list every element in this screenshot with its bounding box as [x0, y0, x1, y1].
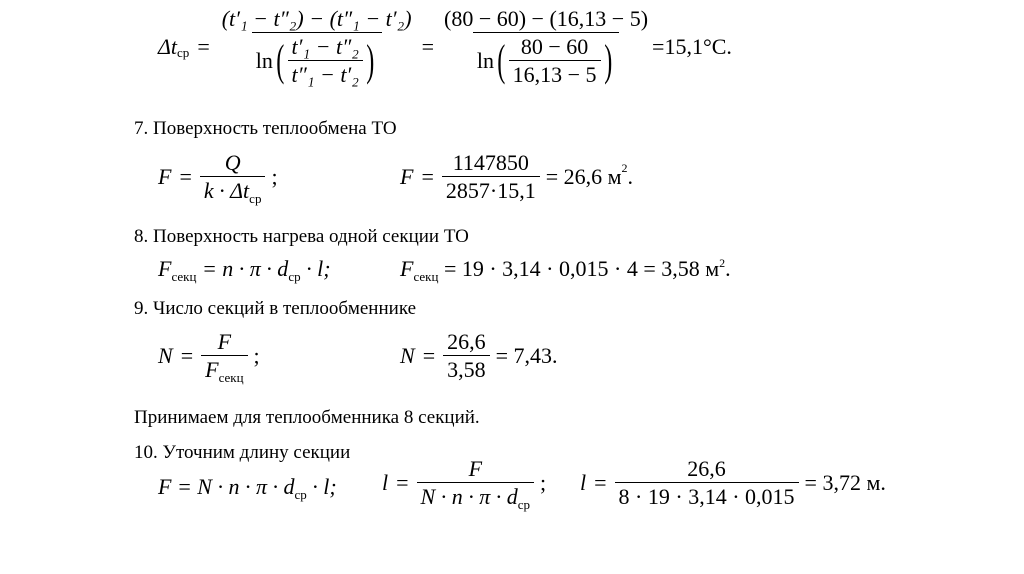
s9-den-sub: секц	[218, 370, 244, 385]
s9-calc-den: 3,58	[443, 355, 490, 381]
s10-calc-l: l	[580, 470, 587, 495]
s8-formula-end: · l;	[300, 256, 331, 281]
s9-semicolon: ;	[253, 343, 260, 368]
s7-unit-sup: 2	[621, 161, 628, 175]
s9-calc-fraction	[443, 331, 490, 381]
s8-calc-text: = 19 · 3,14 · 0,015 · 4 = 3,58 м	[438, 256, 720, 281]
s10-calc-fraction	[615, 458, 799, 508]
s10-den-sub: ср	[517, 497, 531, 512]
eq1-values-fraction	[440, 8, 652, 86]
eq1-result: =15,1°С.	[652, 34, 732, 59]
s8-d-sub: ср	[288, 269, 301, 284]
s10-semicolon: ;	[540, 470, 547, 495]
s8-end: .	[725, 256, 731, 281]
heading-section-8: 8. Поверхность нагрева одной секции ТО	[134, 226, 469, 247]
eq1-equals: =	[197, 34, 210, 59]
s7-semicolon: ;	[271, 164, 278, 189]
s7-calc-num: 1147850	[452, 150, 529, 175]
s9-N: N	[158, 343, 173, 368]
s8-calc-F-sub: секц	[413, 269, 439, 284]
s9-fraction	[201, 329, 247, 385]
eq1-val-inner-den: 16,13 − 5	[509, 60, 601, 86]
note-sections: Принимаем для теплообменника 8 секций.	[134, 407, 480, 428]
s10-l-formula	[382, 456, 547, 512]
s9-den-text: F	[205, 357, 219, 382]
eq1-lhs-sub: ср	[177, 44, 190, 60]
heading-section-7: 7. Поверхность теплообмена ТО	[134, 118, 397, 139]
s10-num: F	[468, 456, 483, 481]
eq1-val-ln: ln	[476, 48, 494, 73]
s10-equals: =	[396, 470, 409, 495]
eq1-inner-fraction	[288, 36, 363, 86]
eq1-denominator	[252, 32, 382, 86]
s7-calc-fraction	[442, 152, 540, 202]
s7-equals: =	[179, 164, 192, 189]
s10-calc-equals: =	[594, 470, 607, 495]
s7-den-text: k · Δt	[203, 178, 250, 203]
eq1-lhs: Δt	[158, 34, 178, 59]
s9-calc	[400, 331, 558, 381]
s10-formula	[158, 474, 337, 502]
eq1-inner-num: t′₁ − t″₂	[291, 34, 359, 59]
eq1-inner-den: t″₁ − t′₂	[288, 60, 363, 86]
s7-F: F	[158, 164, 172, 189]
s8-F: F	[158, 256, 172, 281]
s8-formula-text: = n · π · d	[196, 256, 289, 281]
s10-calc-num: 26,6	[687, 456, 726, 481]
s9-num: F	[217, 329, 232, 354]
eq1-ln: ln	[255, 48, 273, 73]
s8-calc	[400, 256, 731, 284]
eq1-values-denominator	[473, 32, 619, 86]
s8-F-sub: секц	[171, 269, 197, 284]
eq1-paren-right: )	[366, 36, 375, 85]
s9-calc-equals: =	[422, 343, 436, 368]
eq1-val-inner-num: 80 − 60	[520, 34, 589, 59]
s9-formula	[158, 329, 260, 385]
eq1-fraction	[218, 8, 416, 86]
s7-den	[200, 176, 266, 206]
s7-calc-F: F	[400, 164, 414, 189]
s10-calc	[580, 458, 886, 508]
s7-formula	[158, 150, 278, 206]
s9-result: = 7,43.	[495, 343, 558, 368]
s7-calc-den: 2857·15,1	[442, 176, 540, 202]
eq1-paren-left: (	[276, 36, 285, 85]
eq1-val-inner-fraction	[509, 36, 601, 86]
s7-result: = 26,6 м	[545, 164, 622, 189]
eq-delta-t-formula	[158, 8, 732, 86]
eq1-values-numerator: (80 − 60) − (16,13 − 5)	[444, 6, 649, 31]
s7-end: .	[627, 164, 634, 189]
s7-calc	[400, 152, 633, 202]
eq1-val-paren-right: )	[603, 36, 612, 85]
s10-l: l	[382, 470, 389, 495]
s8-formula	[158, 256, 331, 284]
s7-num: Q	[224, 150, 241, 175]
s9-den	[201, 355, 247, 385]
s10-formula-text: F = N · n · π · d	[158, 474, 295, 499]
s10-fraction	[417, 456, 534, 512]
heading-section-9: 9. Число секций в теплообменнике	[134, 298, 417, 319]
s7-den-sub: ср	[249, 191, 262, 206]
s9-calc-num: 26,6	[447, 329, 486, 354]
s10-result: = 3,72 м.	[804, 470, 886, 495]
eq1-val-paren-left: (	[497, 36, 506, 85]
s8-calc-F: F	[400, 256, 414, 281]
s10-den-text: N · n · π · d	[420, 484, 518, 509]
heading-section-10: 10. Уточним длину секции	[134, 442, 351, 463]
s7-fraction	[200, 150, 266, 206]
s8-unit-sup: 2	[719, 256, 726, 270]
s7-calc-equals: =	[421, 164, 434, 189]
eq1-equals-2: =	[421, 34, 434, 59]
s9-equals: =	[180, 343, 194, 368]
s9-calc-N: N	[400, 343, 415, 368]
s10-den	[417, 482, 534, 512]
s10-calc-den: 8 · 19 · 3,14 · 0,015	[615, 482, 799, 508]
eq1-numerator: (t′₁ − t″₂) − (t″₁ − t′₂)	[221, 6, 412, 31]
s10-formula-end: · l;	[306, 474, 337, 499]
s10-d-sub: ср	[294, 487, 307, 502]
